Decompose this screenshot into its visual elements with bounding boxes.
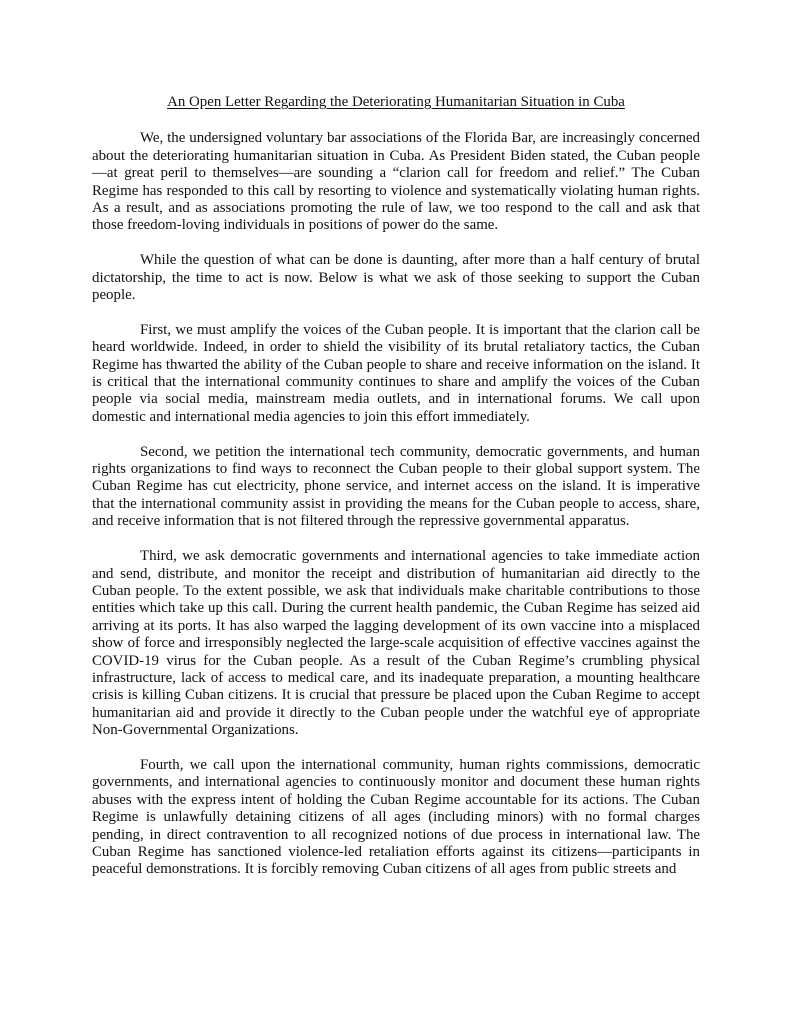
paragraph-1: We, the undersigned voluntary bar associations of the Florida Bar, are increasingly concerned about the deteriorating humanitarian situation in Cuba. As President Biden stated, the Cuban people—at great peril to themselves—are sounding a “clarion call for freedom and relief.” The Cuban Regime has responded to this call by resorting to violence and systematically violating human rights. As a result, and as associations promoting the rule of law, we too respond to the call and ask that those freedom-loving individuals in positions of power do the same. xyxy=(92,130,700,234)
letter-title: An Open Letter Regarding the Deteriorating Humanitarian Situation in Cuba xyxy=(167,94,625,110)
paragraph-6: Fourth, we call upon the international community, human rights commissions, democratic governments, and international agencies to continuously monitor and document these human rights abuses with the express intent of holding the Cuban Regime accountable for its actions. The Cuban Regime is unlawfully detaining citizens of all ages (including minors) with no formal charges pending, in direct contravention to all recognized notions of due process in international law. The Cuban Regime has sanctioned violence-led retaliation efforts against its citizens—participants in peaceful demonstrations. It is forcibly removing Cuban citizens of all ages from public streets and xyxy=(92,756,700,878)
paragraph-5: Third, we ask democratic governments and international agencies to take immediate action and send, distribute, and monitor the receipt and distribution of humanitarian aid directly to the Cuban people. To the extent possible, we ask that individuals make charitable contributions to those entities which take up this call. During the current health pandemic, the Cuban Regime has seized aid arriving at its ports. It has also warped the lagging development of its own vaccine into a misplaced show of force and irresponsibly neglected the large-scale acquisition of effective vaccines against the COVID-19 virus for the Cuban people. As a result of the Cuban Regime’s crumbling physical infrastructure, lack of access to medical care, and its inadequate preparation, a mounting healthcare crisis is killing Cuban citizens. It is crucial that pressure be placed upon the Cuban Regime to accept humanitarian aid and provide it directly to the Cuban people under the watchful eye of appropriate Non-Governmental Organizations. xyxy=(92,548,700,739)
paragraph-4: Second, we petition the international tech community, democratic governments, and human rights organizations to find ways to reconnect the Cuban people to their global support system. The Cuban Regime has cut electricity, phone service, and internet access on the island. It is imperative that the international community assist in providing the means for the Cuban people to access, share, and receive information that is not filtered through the repressive governmental apparatus. xyxy=(92,443,700,530)
paragraph-3: First, we must amplify the voices of the Cuban people. It is important that the clarion call be heard worldwide. Indeed, in order to shield the visibility of its brutal retaliatory tactics, the Cuban Regime has thwarted the ability of the Cuban people to share and receive information on the island. It is critical that the international community continues to share and amplify the voices of the Cuban people via social media, mainstream media outlets, and in international forums. We call upon domestic and international media agencies to join this effort immediately. xyxy=(92,321,700,425)
paragraph-2: While the question of what can be done is daunting, after more than a half century of brutal dictatorship, the time to act is now. Below is what we ask of those seeking to support the Cuban people. xyxy=(92,252,700,304)
